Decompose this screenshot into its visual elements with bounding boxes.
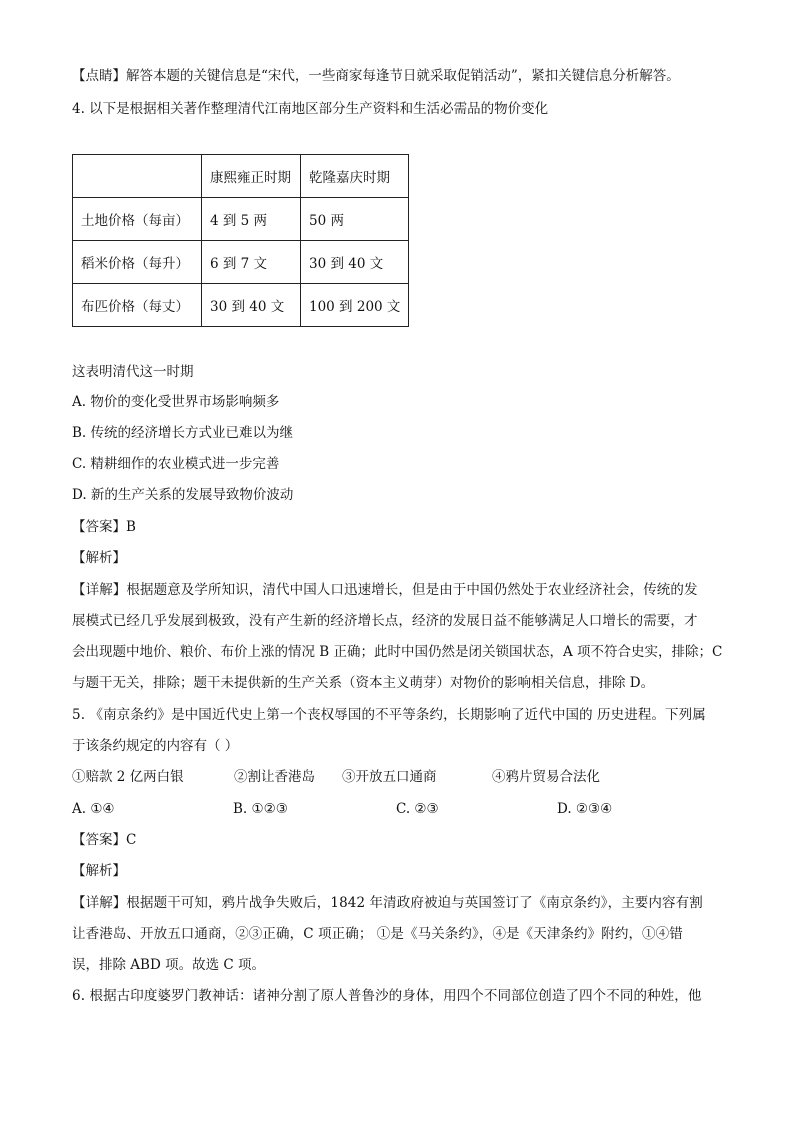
detail-text: 误，排除 ABD 项。故选 C 项。 xyxy=(72,957,265,973)
table-row xyxy=(73,284,409,327)
statement-2: ②割让香港岛 xyxy=(234,769,315,785)
statement-3: ③开放五口通商 xyxy=(342,769,437,785)
question-4-stem: 这表明清代这一时期 xyxy=(72,364,194,380)
detail-text: 会出现题中地价、粮价、布价上涨的情况 B 正确；此时中国仍然是闭关锁国状态，A 项不符合史实，排除；C xyxy=(72,644,723,660)
choice-b: B. ①②③ xyxy=(233,801,288,817)
table-row xyxy=(73,198,409,241)
choice-c: C. ②③ xyxy=(396,801,439,817)
table-header-cell: 康熙雍正时期 xyxy=(202,155,301,198)
option-d: D. 新的生产关系的发展导致物价波动 xyxy=(72,487,294,503)
choice-a: A. ①④ xyxy=(72,801,115,817)
table-cell: 土地价格（每亩） xyxy=(73,198,202,241)
table-header-row xyxy=(73,155,409,198)
table-cell: 4 到 5 两 xyxy=(202,198,301,241)
statement-1: ①赔款 2 亿两白银 xyxy=(72,769,184,785)
dianjing-text: 【点睛】解答本题的关键信息是“宋代，一些商家每逢节日就采取促销活动”，紧扣关键信息分析解答。 xyxy=(72,68,680,84)
question-4-title: 4. 以下是根据相关著作整理清代江南地区部分生产资料和生活必需品的物价变化 xyxy=(72,101,549,117)
question-5-title: 5. 《南京条约》是中国近代史上第一个丧权辱国的不平等条约，长期影响了近代中国的 历史进程。下列属 xyxy=(72,707,706,723)
table-cell: 6 到 7 文 xyxy=(202,241,301,284)
price-table xyxy=(72,154,409,327)
table-cell: 30 到 40 文 xyxy=(202,284,301,327)
detail-text: 【详解】根据题干可知，鸦片战争失败后，1842 年清政府被迫与英国签订了《南京条约》，主要内容有割 xyxy=(72,895,703,911)
table-header-cell xyxy=(73,155,202,198)
option-c: C. 精耕细作的农业模式进一步完善 xyxy=(72,456,280,472)
question-5-title-cont: 于该条约规定的内容有（ ） xyxy=(72,738,239,754)
answer-label: 【答案】B xyxy=(72,519,136,535)
detail-text: 与题干无关，排除；题干未提供新的生产关系（资本主义萌芽）对物价的影响相关信息，排除 D。 xyxy=(72,675,655,691)
table-cell: 稻米价格（每升） xyxy=(73,241,202,284)
q5-statement-list xyxy=(72,767,722,787)
q5-choice-list xyxy=(72,799,722,819)
table-header-cell: 乾隆嘉庆时期 xyxy=(301,155,409,198)
detail-text: 展模式已经几乎发展到极致，没有产生新的经济增长点，经济的发展日益不能够满足人口增长的需要，才 xyxy=(72,613,698,629)
table-cell: 100 到 200 文 xyxy=(301,284,409,327)
table-cell: 50 两 xyxy=(301,198,409,241)
table-row xyxy=(73,241,409,284)
option-b: B. 传统的经济增长方式业已难以为继 xyxy=(72,425,294,441)
detail-text: 【详解】根据题意及学所知识，清代中国人口迅速增长，但是由于中国仍然处于农业经济社会，传统的发 xyxy=(72,582,698,598)
choice-d: D. ②③④ xyxy=(557,801,613,817)
table-cell: 布匹价格（每丈） xyxy=(73,284,202,327)
option-a: A. 物价的变化受世界市场影响频多 xyxy=(72,394,280,410)
analysis-label: 【解析】 xyxy=(72,550,126,566)
statement-4: ④鸦片贸易合法化 xyxy=(492,769,600,785)
analysis-label: 【解析】 xyxy=(72,863,126,879)
detail-text: 让香港岛、开放五口通商，②③正确，C 项正确； ①是《马关条约》，④是《天津条约》附约，①④错 xyxy=(72,926,683,942)
answer-label: 【答案】C xyxy=(72,832,137,848)
table-cell: 30 到 40 文 xyxy=(301,241,409,284)
question-6-title: 6. 根据古印度婆罗门教神话：诸神分割了原人普鲁沙的身体，用四个不同部位创造了四个不同的种姓，他 xyxy=(72,988,702,1004)
